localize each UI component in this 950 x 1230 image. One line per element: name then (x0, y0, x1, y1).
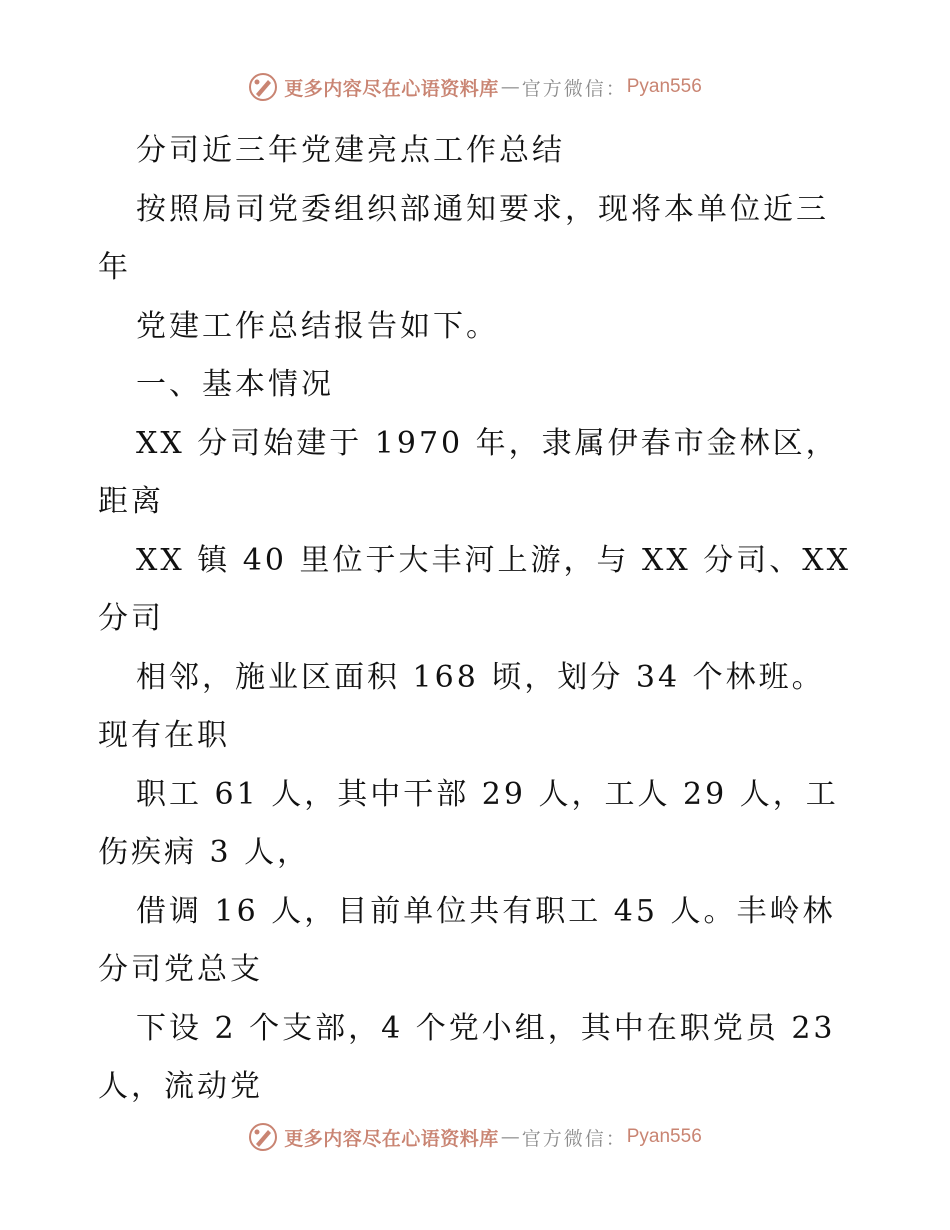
watermark-main-text: 更多内容尽在心语资料库 (284, 77, 499, 100)
paragraph-line: 伤疾病 3 人， (98, 835, 311, 870)
watermark-wechat-id: Pyan556 (626, 1126, 702, 1147)
document-title: 分司近三年党建亮点工作总结 (136, 133, 565, 168)
paragraph-line: 下设 2 个支部，4 个党小组，其中在职党员 23 (136, 1010, 836, 1046)
document-body (98, 122, 858, 1117)
paragraph-line: 现有在职 (98, 718, 230, 753)
paragraph-line: 按照局司党委组织部通知要求，现将本单位近三 (136, 191, 829, 227)
watermark-dash: — (500, 1126, 520, 1148)
watermark-wechat-label: 官方微信： (521, 1127, 627, 1150)
watermark-dash: — (500, 76, 520, 98)
header-watermark (0, 72, 950, 102)
paragraph-line: 职工 61 人，其中干部 29 人，工人 29 人，工 (136, 776, 839, 812)
section-heading: 一、基本情况 (136, 367, 334, 402)
paragraph-line: XX 镇 40 里位于大丰河上游，与 XX 分司、XX (136, 542, 851, 578)
watermark-wechat-label: 官方微信： (521, 77, 627, 100)
paragraph-line: 年 (98, 250, 131, 285)
paragraph-line: 相邻，施业区面积 168 顷，划分 34 个林班。 (136, 659, 825, 695)
watermark-main-text: 更多内容尽在心语资料库 (284, 1127, 499, 1150)
paragraph-line: 距离 (98, 484, 164, 519)
pen-logo-icon (248, 1122, 278, 1152)
paragraph-line: 分司党总支 (98, 952, 263, 987)
paragraph-line: XX 分司始建于 1970 年，隶属伊春市金林区， (136, 425, 839, 461)
paragraph-line: 分司 (98, 601, 164, 636)
footer-watermark (0, 1122, 950, 1152)
paragraph-line: 人，流动党 (98, 1069, 263, 1104)
paragraph-line: 党建工作总结报告如下。 (136, 308, 499, 344)
pen-logo-icon (248, 72, 278, 102)
watermark-wechat-id: Pyan556 (626, 76, 702, 97)
paragraph-line: 借调 16 人，目前单位共有职工 45 人。丰岭林 (136, 893, 836, 929)
